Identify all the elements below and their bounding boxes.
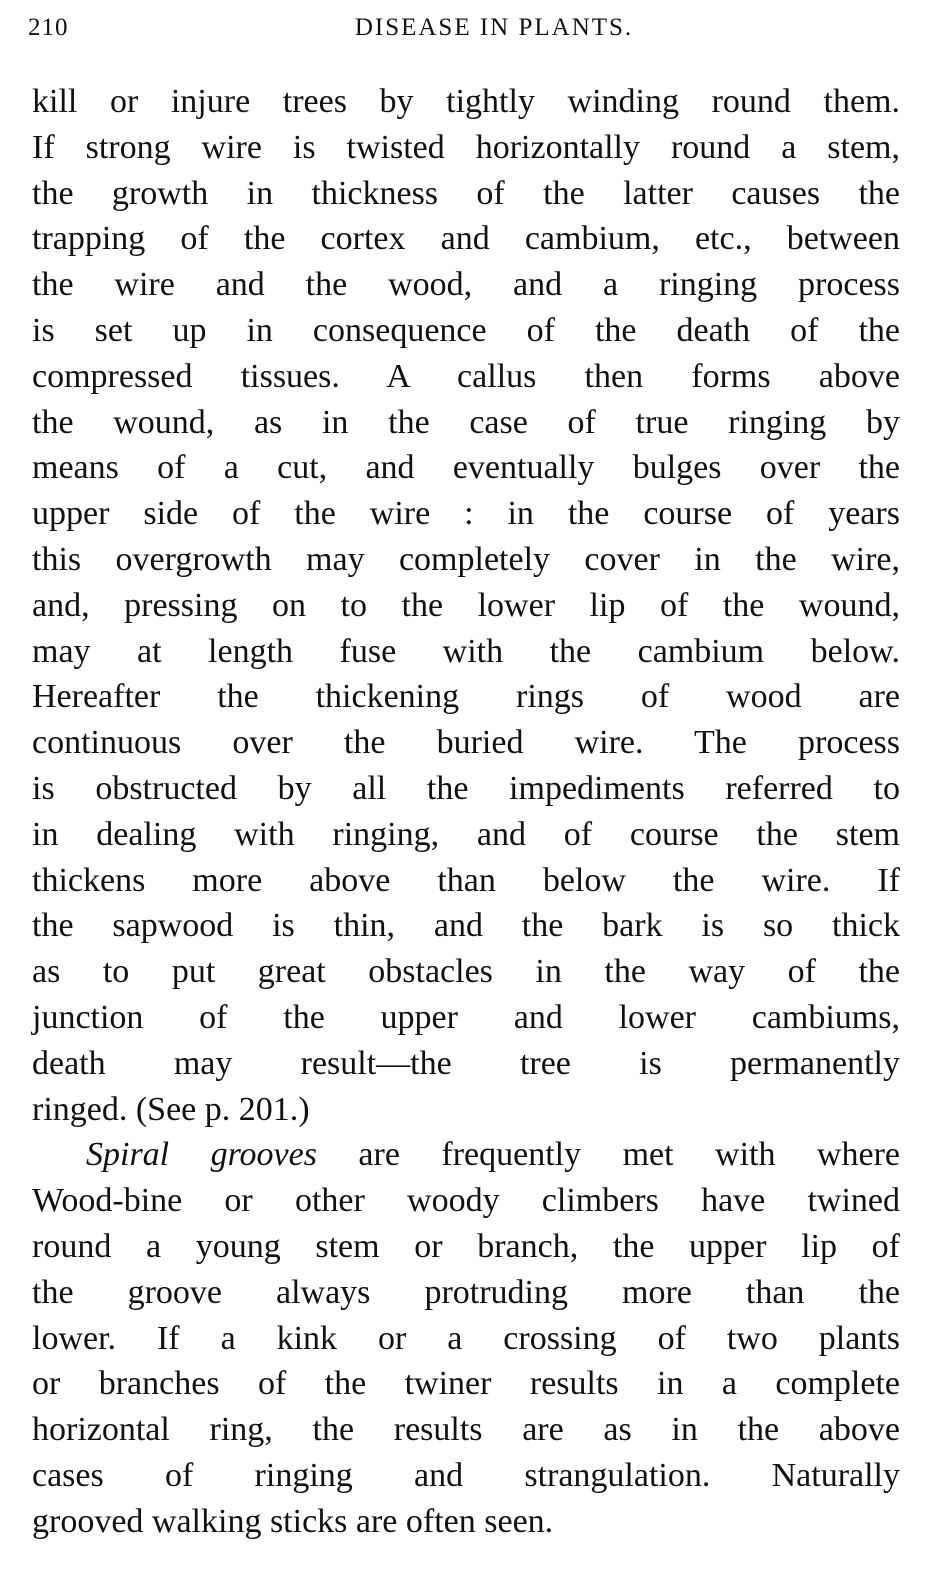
first-line-rest: are frequently met with where xyxy=(316,1136,900,1174)
running-title: DISEASE IN PLANTS. xyxy=(354,14,634,41)
text-line: the growth in thickness of the latter causes the xyxy=(32,174,900,212)
text-line: round a young stem or branch, the upper lip of xyxy=(32,1227,900,1265)
text-line: grooved walking sticks are often seen. xyxy=(32,1502,554,1540)
text-line: lower. If a kink or a crossing of two plants xyxy=(32,1319,900,1357)
text-line: means of a cut, and eventually bulges over the xyxy=(32,449,900,487)
text-line: thickens more above than below the wire. If xyxy=(32,861,900,899)
text-line: or branches of the twiner results in a complete xyxy=(32,1365,900,1403)
text-line: upper side of the wire : in the course of years xyxy=(32,495,900,533)
text-line: junction of the upper and lower cambiums, xyxy=(32,998,900,1036)
text-line: in dealing with ringing, and of course the stem xyxy=(32,815,900,853)
text-line: Wood-bine or other woody climbers have twined xyxy=(32,1182,900,1220)
body-text xyxy=(32,79,900,1545)
text-line: may at length fuse with the cambium below. xyxy=(32,632,900,670)
text-line: the sapwood is thin, and the bark is so thick xyxy=(32,907,900,945)
text-line: cases of ringing and strangulation. Naturally xyxy=(32,1456,900,1494)
text-line: death may result—the tree is permanently xyxy=(32,1044,900,1082)
text-line: the wire and the wood, and a ringing process xyxy=(32,266,900,304)
text-line: is set up in consequence of the death of the xyxy=(32,311,900,349)
page-number: 210 xyxy=(28,14,69,41)
text-line: ringed. (See p. 201.) xyxy=(32,1090,310,1128)
text-line: trapping of the cortex and cambium, etc., between xyxy=(32,220,900,258)
text-line: the groove always protruding more than the xyxy=(32,1273,900,1311)
text-line: kill or injure trees by tightly winding round them. xyxy=(32,83,900,120)
text-line: is obstructed by all the impediments referred to xyxy=(32,769,900,807)
italic-term: Spiral grooves xyxy=(86,1136,317,1174)
text-line: If strong wire is twisted horizontally round a stem, xyxy=(32,128,900,166)
running-head xyxy=(28,14,900,50)
text-line: and, pressing on to the lower lip of the wound, xyxy=(32,586,900,624)
text-line: horizontal ring, the results are as in the above xyxy=(32,1411,900,1449)
paragraph-first-line xyxy=(32,1132,900,1178)
text-line: the wound, as in the case of true ringing by xyxy=(32,403,900,441)
text-line: Hereafter the thickening rings of wood are xyxy=(32,678,900,716)
text-line: compressed tissues. A callus then forms above xyxy=(32,357,900,395)
text-line: continuous over the buried wire. The process xyxy=(32,724,900,762)
text-line: this overgrowth may completely cover in the wire, xyxy=(32,540,900,578)
text-line: as to put great obstacles in the way of the xyxy=(32,953,900,991)
